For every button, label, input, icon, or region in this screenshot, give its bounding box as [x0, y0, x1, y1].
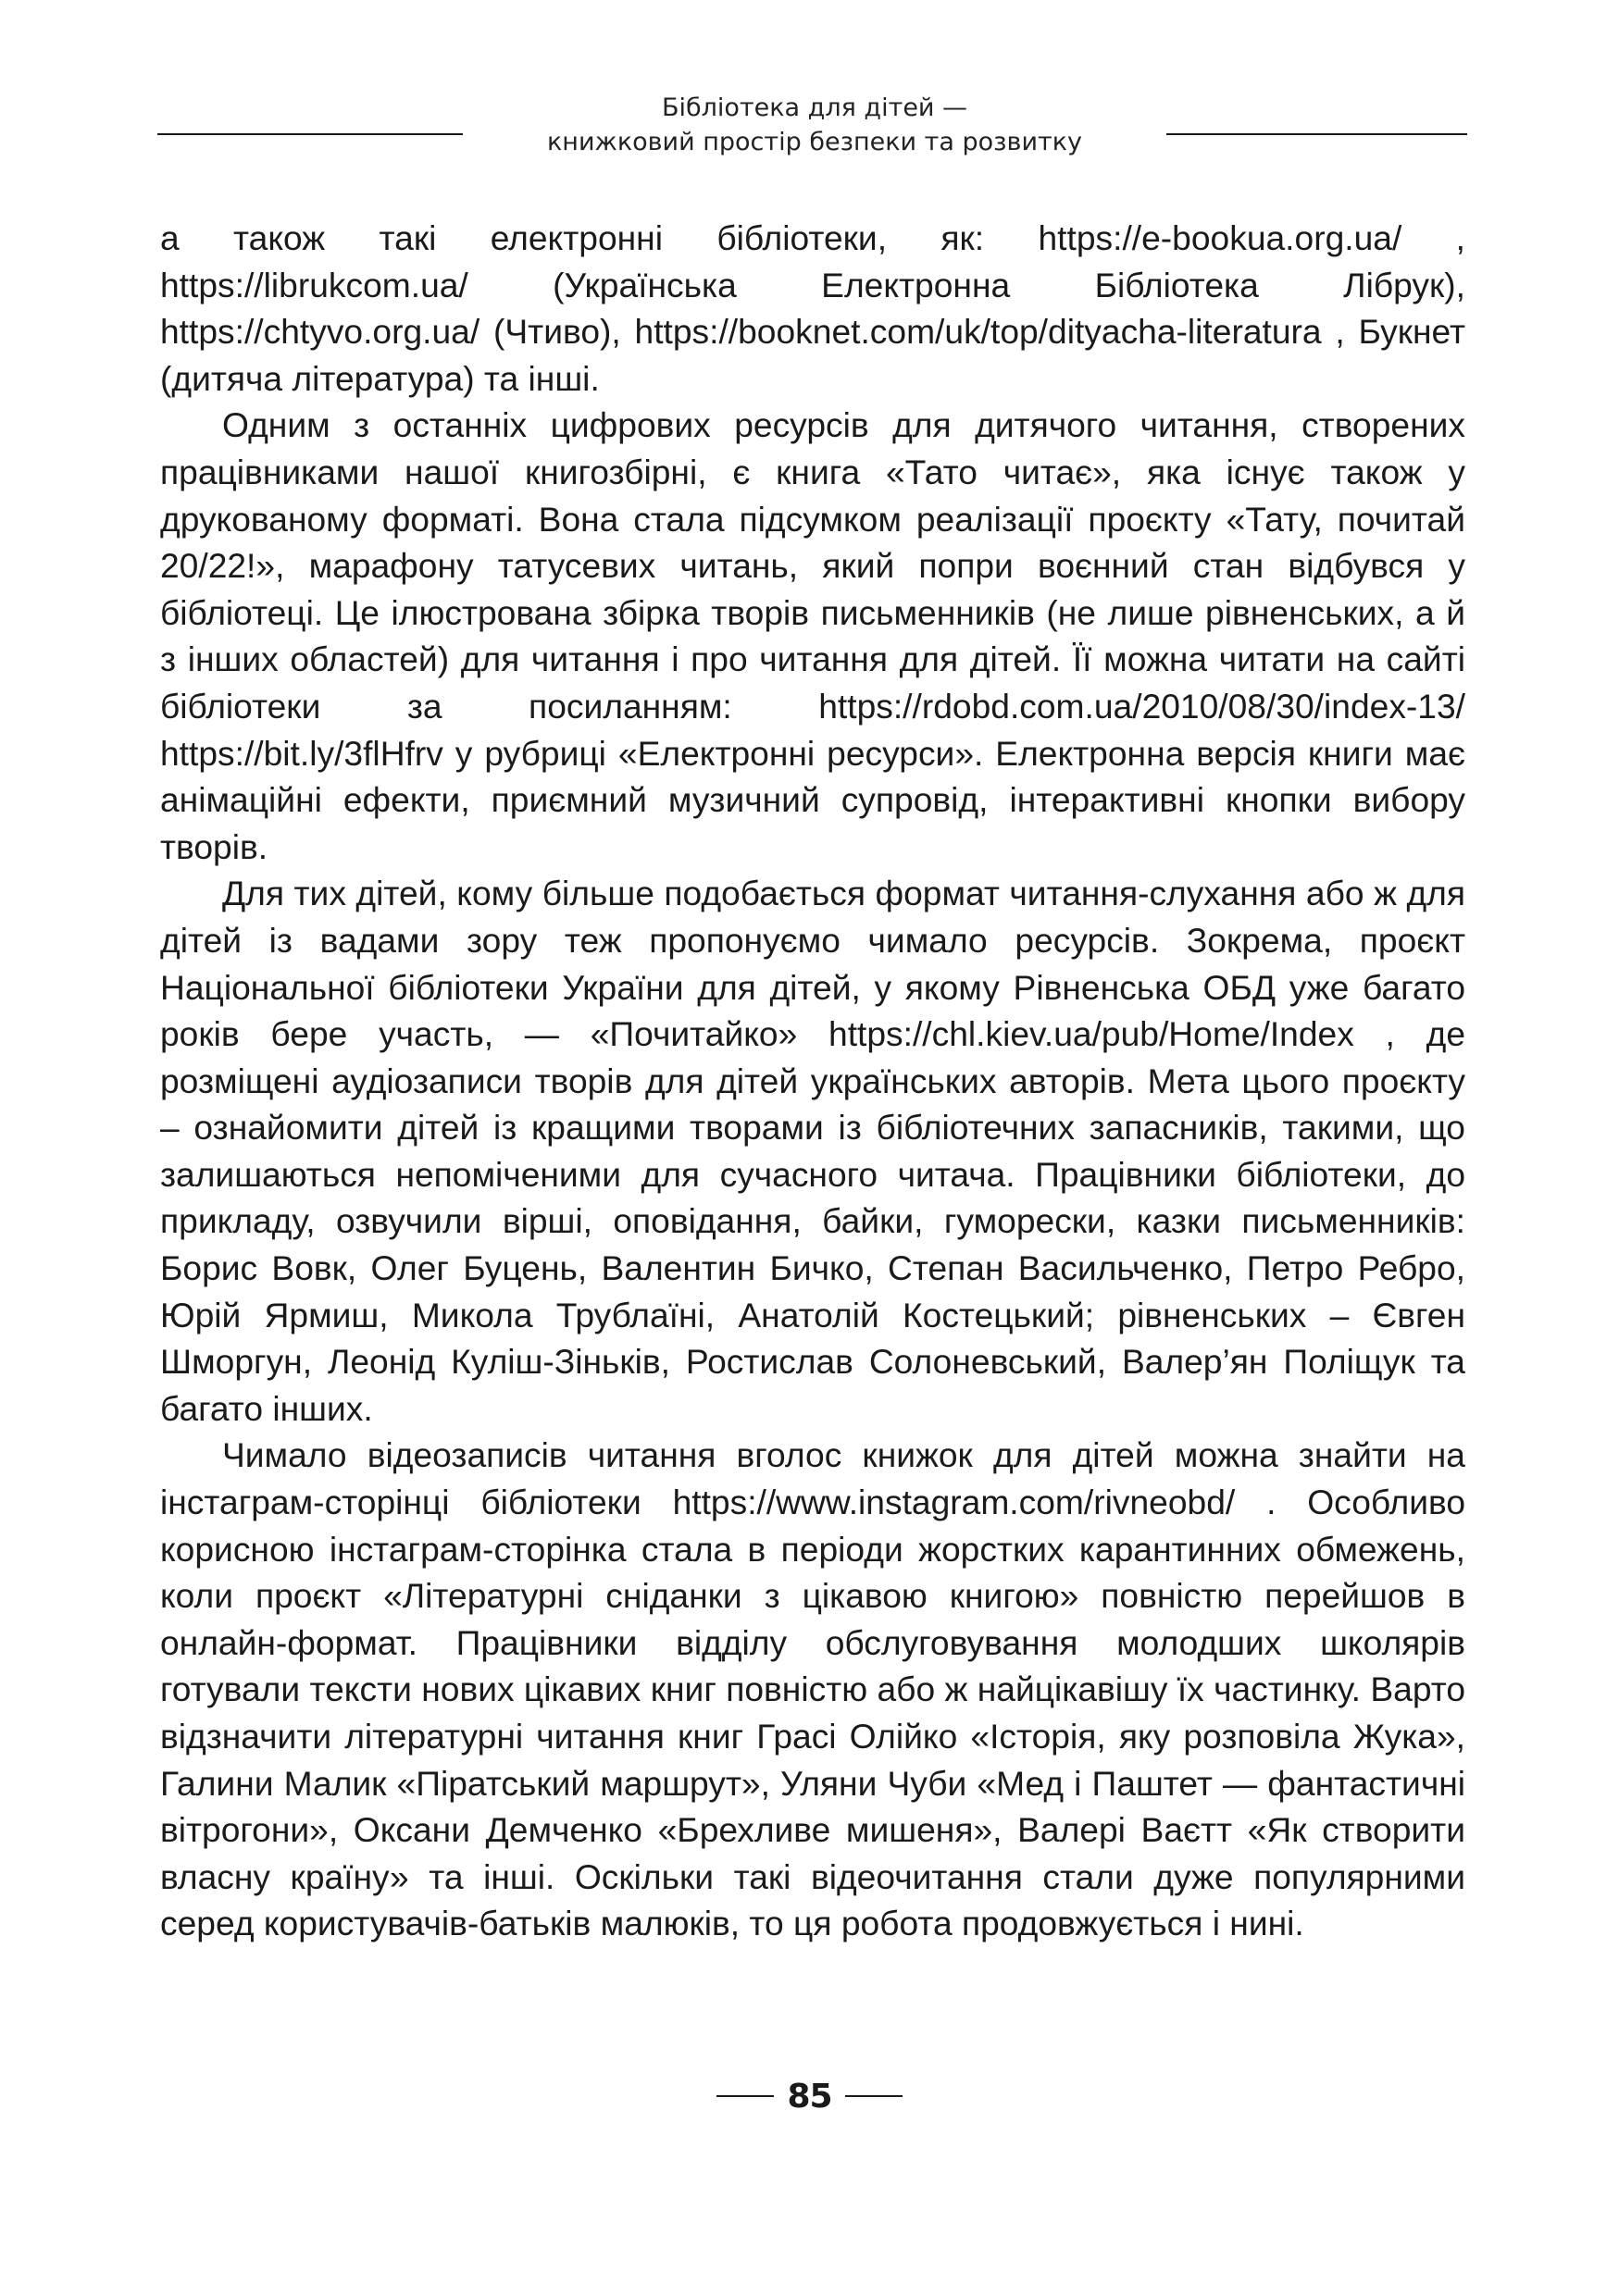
paragraph-3: Для тих дітей, кому більше подобається формат читання-слухання або ж для дітей із вадами зору теж пропонуємо чимало ресурсів. Зокрема, проєкт Національної бібліотеки України для дітей, у якому Рівненська ОБД уже багато років бере участь, — «Почитайко» https://chl.kiev.ua/pub/Home/Index , де розміщені аудіозаписи творів для дітей українських авторів. Мета цього проєкту – ознайомити дітей із кращими творами із бібліотечних запасників, такими, що залишаються непоміченими для сучасного читача. Працівники бібліотеки, до прикладу, озвучили вірші, оповідання, байки, гуморески, казки письменників: Борис Вовк, Олег Буцень, Валентин Бичко, Степан Васильченко, Петро Ребро, Юрій Ярмиш, Микола Трублаїні, Анатолій Костецький; рівненських – Євген Шморгун, Леонід Куліш-Зіньків, Ростислав Солоневський, Валер’ян Поліщук та багато інших. [160, 874, 1465, 1428]
footer-rule-right [845, 2095, 903, 2097]
page-number: 85 [787, 2077, 832, 2116]
footer-rule-left [716, 2095, 774, 2097]
page-footer [0, 2073, 1619, 2119]
header-title [463, 91, 1166, 159]
paragraph-2: Одним з останніх цифрових ресурсів для дитячого читання, створених працівниками нашої книгозбірні, є книга «Тато читає», яка існує також у друкованому форматі. Вона стала підсумком реалізації проєкту «Тату, почитай 20/22!», марафону татусевих читань, який попри воєнний стан відбувся у бібліотеці. Це ілюстрована збірка творів письменників (не лише рівненських, а й з інших областей) для читання і про читання для дітей. Її можна читати на сайті бібліотеки за посиланням: https://rdobd.com.ua/2010/08/30/index-13/ https://bit.ly/3flHfrv у рубриці «Електронні ресурси». Електронна версія книги має анімаційні ефекти, приємний музичний супровід, інтерактивні кнопки вибору творів. [160, 405, 1465, 866]
page-body [160, 215, 1465, 1947]
header-rule-right [1166, 133, 1467, 135]
header-rule-left [157, 133, 463, 135]
running-header [157, 91, 1467, 174]
paragraph-4: Чимало відеозаписів читання вголос книжок для дітей можна знайти на інстаграм-сторінці бібліотеки https://www.instagram.com/rivneobd/ . Особливо корисною інстаграм-сторінка стала в періоди жорстких карантинних обмежень, коли проєкт «Літературні сніданки з цікавою книгою» повністю перейшов в онлайн-формат. Працівники відділу обслуговування молодших школярів готували тексти нових цікавих книг повністю або ж найцікавішу їх частинку. Варто відзначити літературні читання книг Грасі Олійко «Історія, яку розповіла Жука», Галини Малик «Піратський маршрут», Уляни Чуби «Мед і Паштет — фантастичні вітрогони», Оксани Демченко «Брехливе мишеня», Валері Ваєтт «Як створити власну країну» та інші. Оскільки такі відеочитання стали дуже популярними серед користувачів-батьків малюків, то ця робота продовжується і нині. [160, 1435, 1465, 1943]
header-title-line-2: книжковий простір безпеки та розвитку [546, 128, 1083, 156]
paragraph-1: а також такі електронні бібліотеки, як: https://e-bookua.org.ua/ , https://librukcom.ua/ (Українська Електронна Бібліотека Лібрук), https://chtyvo.org.ua/ (Чтиво), https://booknet.com/uk/top/dityacha-literatura , Букнет (дитяча література) та інші. [160, 218, 1465, 398]
header-title-line-1: Бібліотека для дітей — [661, 93, 968, 122]
